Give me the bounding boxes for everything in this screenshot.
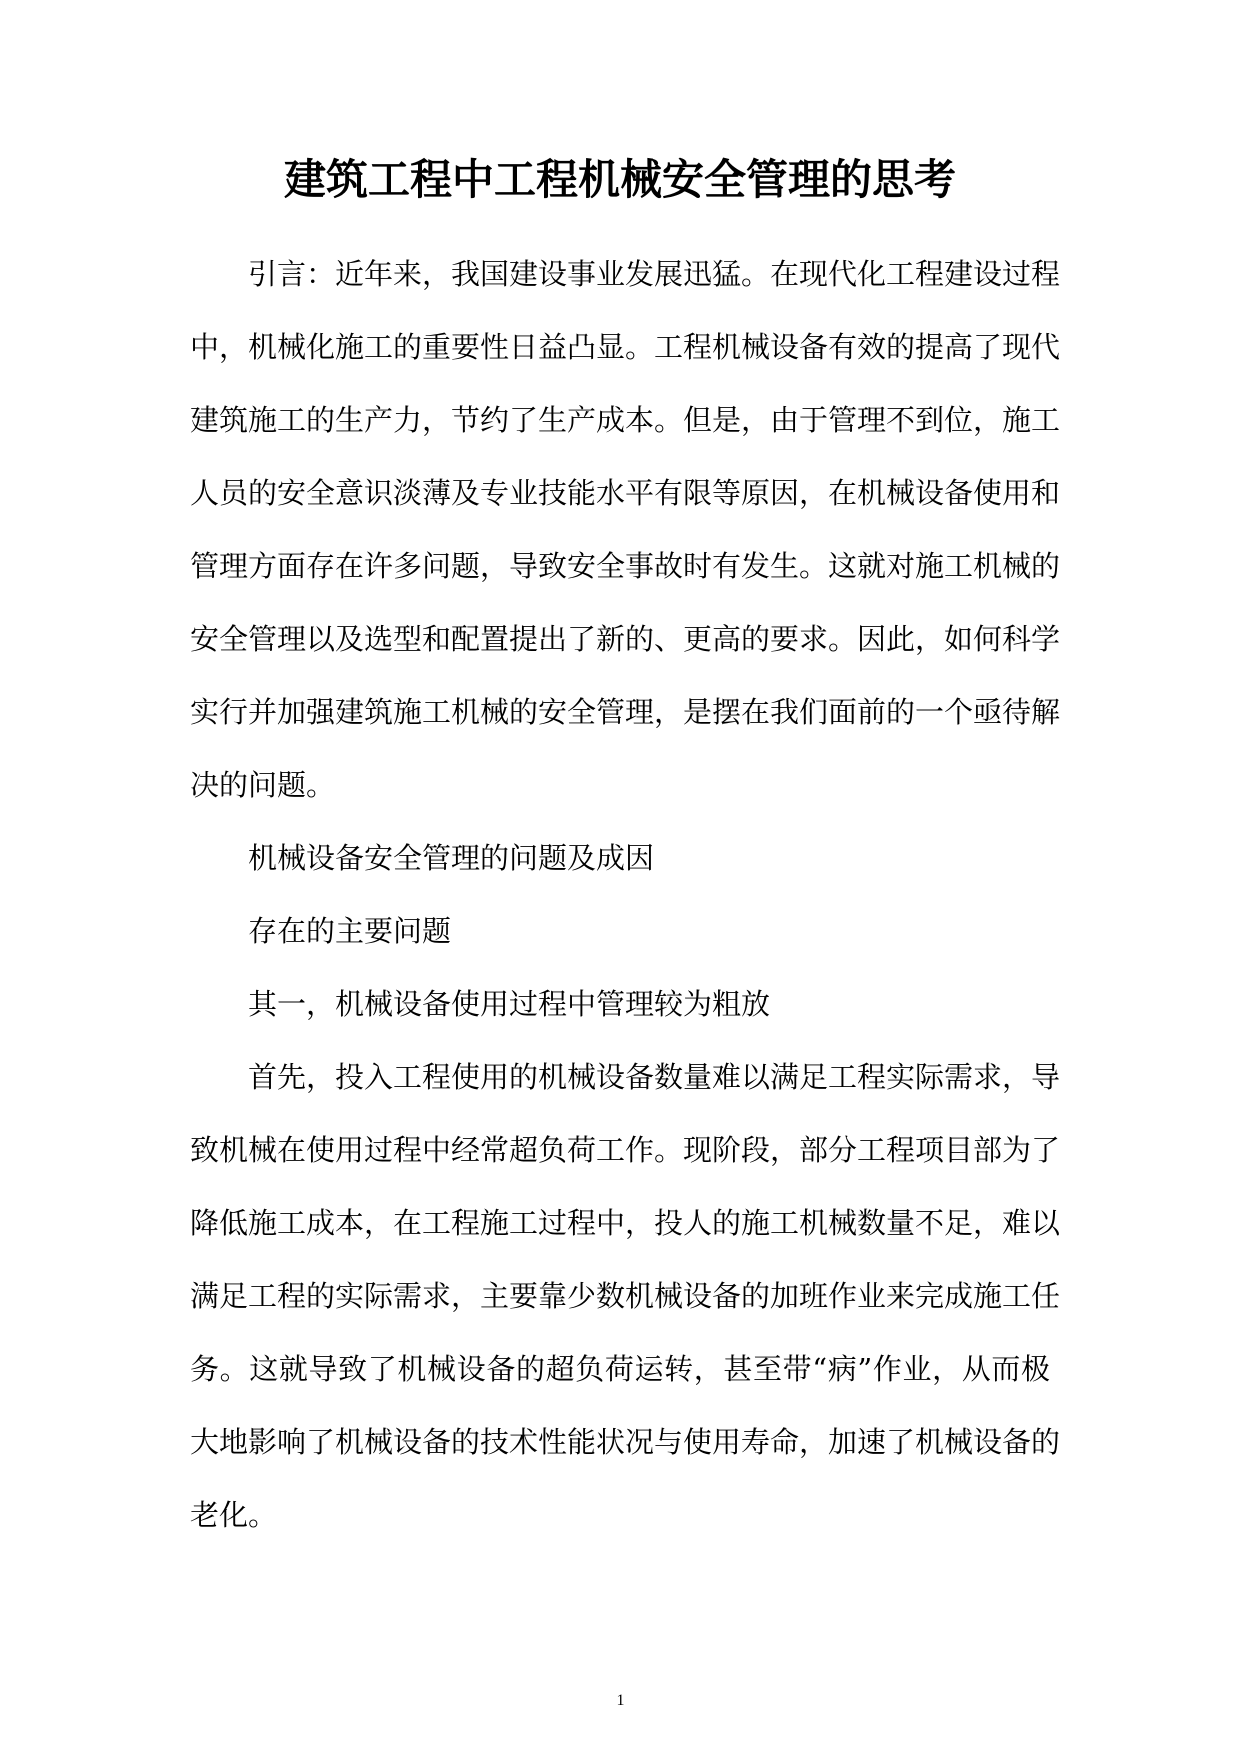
subsection-heading: 存在的主要问题 <box>248 914 452 948</box>
paragraph-line: 老化。 <box>190 1498 278 1532</box>
section-heading: 机械设备安全管理的问题及成因 <box>248 841 655 875</box>
paragraph-line: 安全管理以及选型和配置提出了新的、更高的要求。因此，如何科学 <box>190 622 1061 656</box>
paragraph-line: 致机械在使用过程中经常超负荷工作。现阶段，部分工程项目部为了 <box>190 1133 1061 1167</box>
paragraph-line: 满足工程的实际需求，主要靠少数机械设备的加班作业来完成施工任 <box>190 1279 1061 1313</box>
paragraph-line: 管理方面存在许多问题，导致安全事故时有发生。这就对施工机械的 <box>190 549 1061 583</box>
paragraph-line: 首先，投入工程使用的机械设备数量难以满足工程实际需求，导 <box>248 1060 1061 1094</box>
document-title: 建筑工程中工程机械安全管理的思考 <box>283 155 956 204</box>
document-body <box>190 254 1061 1568</box>
paragraph-line: 大地影响了机械设备的技术性能状况与使用寿命，加速了机械设备的 <box>190 1425 1061 1459</box>
paragraph-line: 人员的安全意识淡薄及专业技能水平有限等原因，在机械设备使用和 <box>190 476 1061 510</box>
paragraph-line: 中，机械化施工的重要性日益凸显。工程机械设备有效的提高了现代 <box>190 330 1061 364</box>
paragraph-line: 实行并加强建筑施工机械的安全管理，是摆在我们面前的一个亟待解 <box>190 695 1061 729</box>
paragraph-line: 降低施工成本，在工程施工过程中，投人的施工机械数量不足，难以 <box>190 1206 1061 1240</box>
point-heading: 其一，机械设备使用过程中管理较为粗放 <box>248 987 771 1021</box>
paragraph-line: 务。这就导致了机械设备的超负荷运转，甚至带“病”作业，从而极 <box>190 1352 1050 1386</box>
page-number: 1 <box>616 1692 625 1709</box>
paragraph-line: 建筑施工的生产力，节约了生产成本。但是，由于管理不到位，施工 <box>190 403 1061 437</box>
paragraph-line: 决的问题。 <box>190 768 336 802</box>
paragraph-line: 引言：近年来，我国建设事业发展迅猛。在现代化工程建设过程 <box>248 257 1061 291</box>
